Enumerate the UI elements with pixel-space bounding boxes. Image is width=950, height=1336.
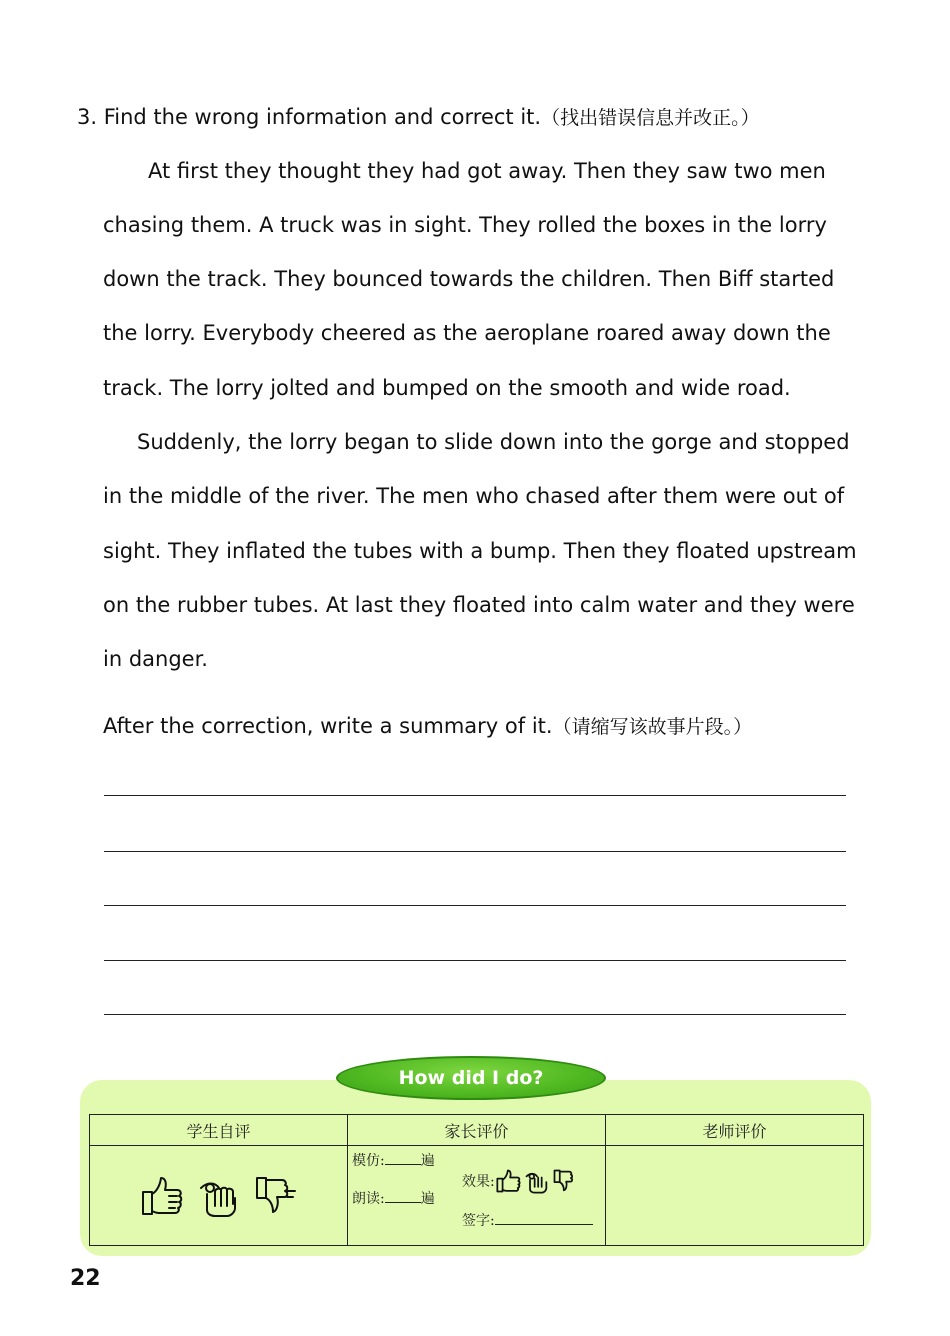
passage-line: track. The lorry jolted and bumped on the smooth and wide road.: [103, 376, 791, 400]
question-title: [77, 103, 760, 130]
read-count-field[interactable]: [385, 1190, 421, 1203]
passage-line: chasing them. A truck was in sight. They rolled the boxes in the lorry: [103, 213, 827, 237]
answer-line[interactable]: [104, 1014, 846, 1015]
thumbs-down-icon[interactable]: [251, 1174, 299, 1218]
thumbs-down-icon[interactable]: [551, 1168, 579, 1194]
question-title-cn: （找出错误信息并改正。）: [541, 107, 760, 129]
header-teacher: 老师评价: [606, 1115, 864, 1146]
passage-line: on the rubber tubes. At last they floated into calm water and they were: [103, 593, 855, 617]
summary-instruction-cn: （请缩写该故事片段。）: [552, 716, 753, 738]
read-row: [352, 1188, 435, 1208]
thumbs-up-icon[interactable]: [139, 1174, 187, 1218]
read-unit: 遍: [420, 1191, 435, 1207]
imitate-row: [352, 1150, 435, 1170]
teacher-cell[interactable]: [606, 1146, 864, 1246]
evaluation-table: [89, 1114, 864, 1246]
effect-label: 效果:: [462, 1174, 495, 1190]
page-number: 22: [70, 1266, 101, 1291]
parent-cell: [348, 1146, 606, 1246]
sign-label: 签字:: [462, 1213, 495, 1229]
passage-line: in the middle of the river. The men who chased after them were out of: [103, 484, 845, 508]
passage-line: in danger.: [103, 647, 208, 671]
header-student-self: 学生自评: [90, 1115, 348, 1146]
summary-instruction: [103, 711, 752, 742]
summary-instruction-text: After the correction, write a summary of it.: [103, 714, 553, 738]
imitate-label: 模仿:: [352, 1153, 385, 1169]
passage-line: Suddenly, the lorry began to slide down into the gorge and stopped: [137, 430, 850, 454]
header-parent: 家长评价: [348, 1115, 606, 1146]
answer-line[interactable]: [104, 795, 846, 796]
sign-field[interactable]: [495, 1212, 593, 1225]
passage-line: sight. They inflated the tubes with a bump. Then they floated upstream: [103, 539, 857, 563]
question-title-text: 3. Find the wrong information and correct it.: [77, 105, 542, 129]
answer-line[interactable]: [104, 960, 846, 961]
passage-line: down the track. They bounced towards the children. Then Biff started: [103, 267, 835, 291]
ok-hand-icon[interactable]: [195, 1174, 243, 1218]
answer-line[interactable]: [104, 851, 846, 852]
effect-row: [462, 1168, 579, 1194]
answer-line[interactable]: [104, 905, 846, 906]
passage-line: the lorry. Everybody cheered as the aeroplane roared away down the: [103, 321, 831, 345]
read-label: 朗读:: [352, 1191, 385, 1207]
ok-hand-icon[interactable]: [523, 1168, 551, 1194]
imitate-count-field[interactable]: [385, 1152, 421, 1165]
imitate-unit: 遍: [420, 1153, 435, 1169]
how-did-i-do-banner: How did I do?: [336, 1056, 606, 1100]
thumbs-up-icon[interactable]: [495, 1168, 523, 1194]
student-self-cell: [90, 1146, 348, 1246]
sign-row: [462, 1210, 593, 1230]
passage-line: At first they thought they had got away. Then they saw two men: [148, 159, 826, 183]
